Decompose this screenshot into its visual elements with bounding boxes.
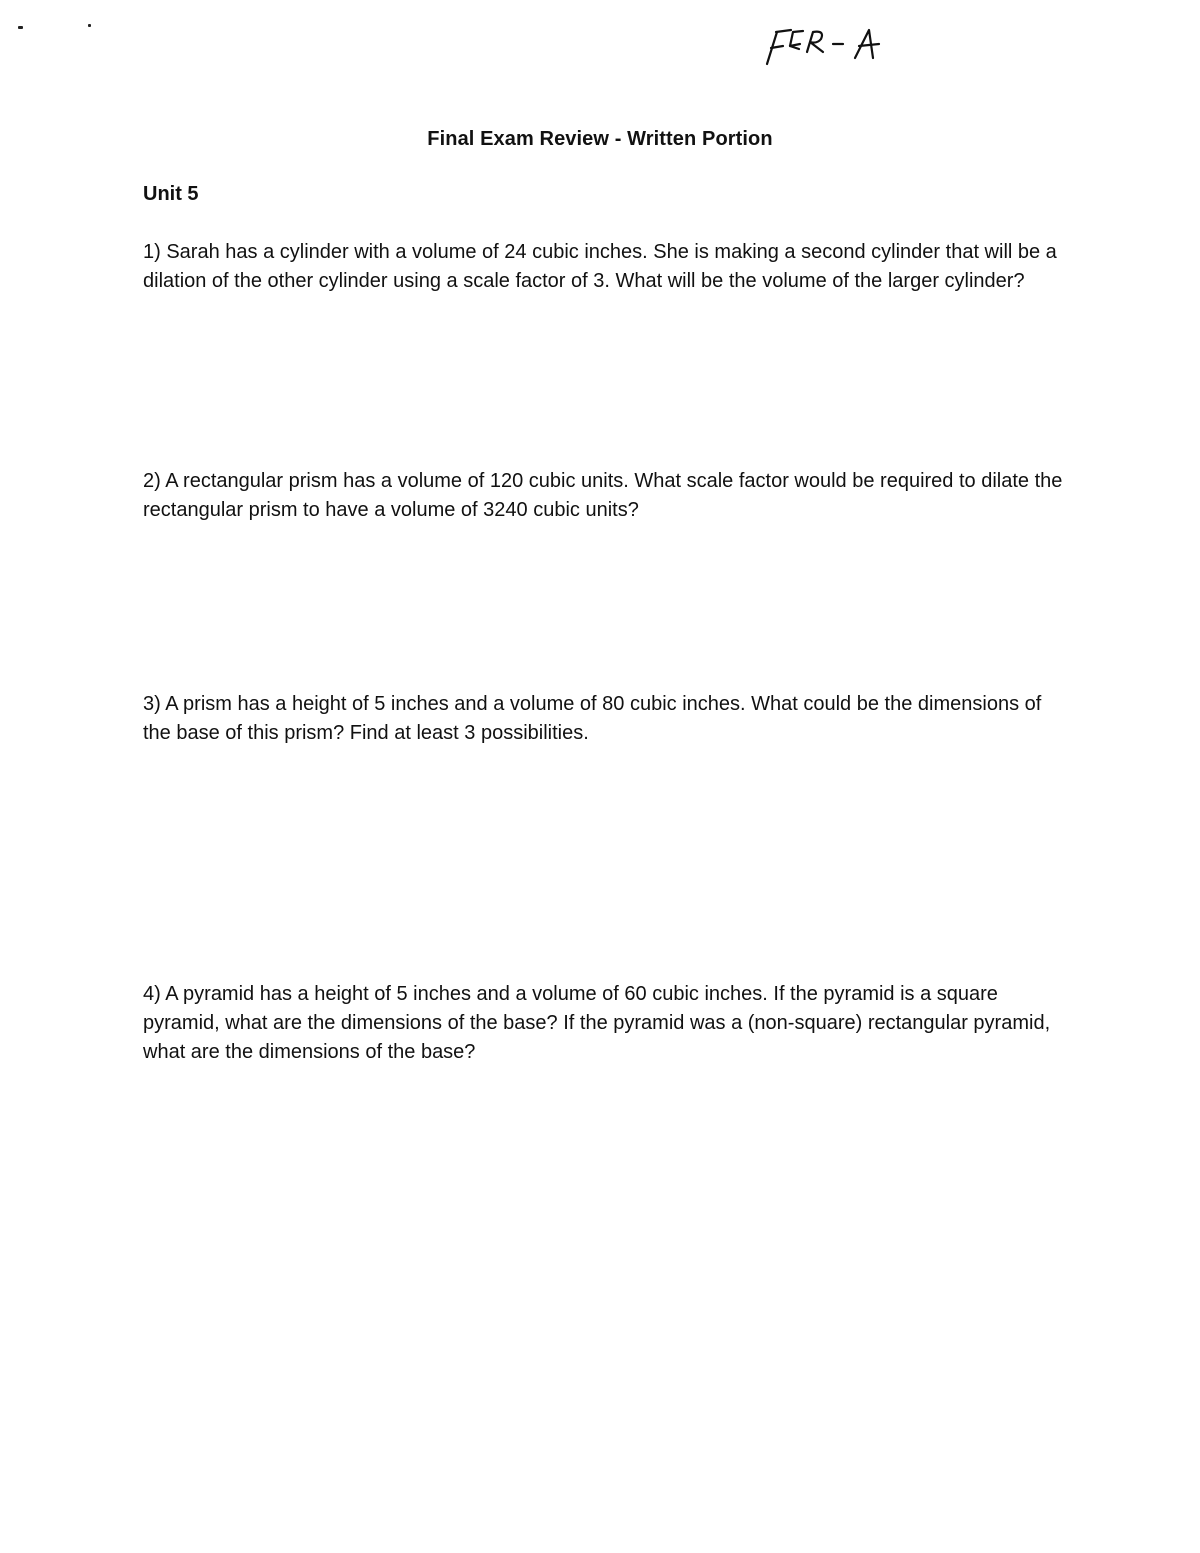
question-1: 1) Sarah has a cylinder with a volume of 24 cubic inches. She is making a second cylinder that will be a dilation of the other cylinder using a scale factor of 3. What will be the volume of the larger cylinder? xyxy=(143,241,1057,292)
handwritten-code-mark xyxy=(755,22,915,72)
question-3: 3) A prism has a height of 5 inches and a volume of 80 cubic inches. What could be the dimensions of the base of this prism? Find at least 3 possibilities. xyxy=(143,693,1042,744)
scan-speck xyxy=(88,24,91,27)
unit-heading: Unit 5 xyxy=(143,183,199,205)
question-4: 4) A pyramid has a height of 5 inches and a volume of 60 cubic inches. If the pyramid is a square pyramid, what are the dimensions of the base? If the pyramid was a (non-square) rectangular pyramid, what are the dimensions of the base? xyxy=(143,983,1051,1063)
page-title: Final Exam Review - Written Portion xyxy=(427,128,773,150)
question-2: 2) A rectangular prism has a volume of 120 cubic units. What scale factor would be required to dilate the rectangular prism to have a volume of 3240 cubic units? xyxy=(143,470,1063,521)
scan-speck xyxy=(18,26,23,29)
